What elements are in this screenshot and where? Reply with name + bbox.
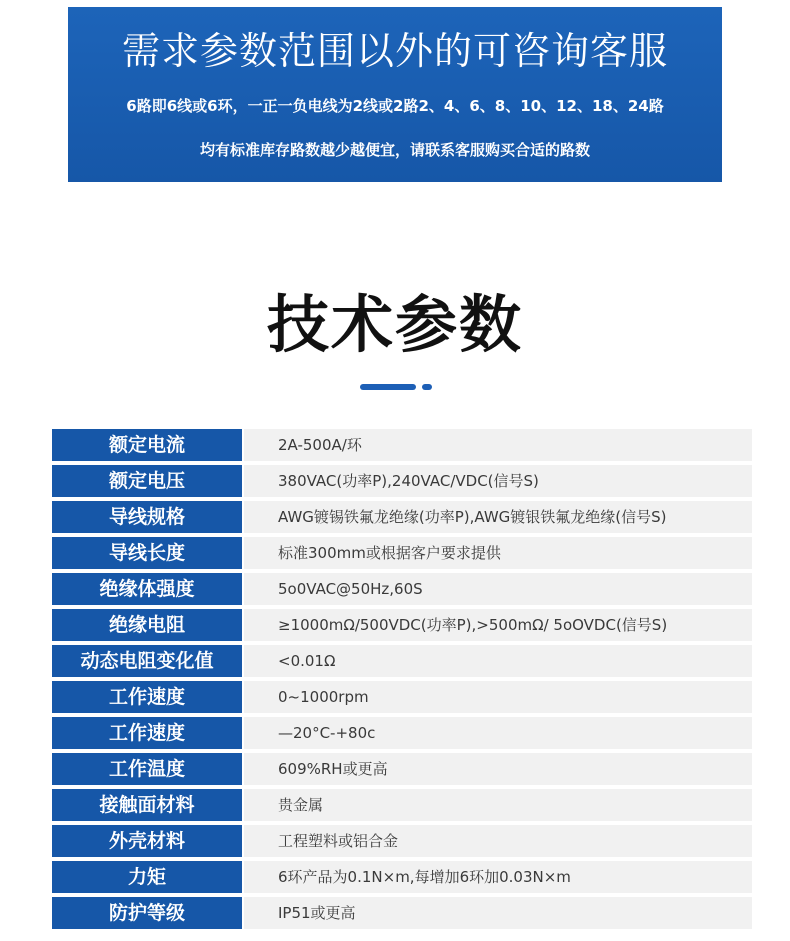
spec-label: 力矩 <box>52 861 242 893</box>
spec-value: 标准300mm或根据客户要求提供 <box>244 537 752 569</box>
spec-value: <0.01Ω <box>244 645 752 677</box>
banner-description-line1: 6路即6线或6环，一正一负电线为2线或2路2、4、6、8、10、12、18、24路 <box>126 97 664 115</box>
spec-label: 导线长度 <box>52 537 242 569</box>
spec-row-dielectric-strength <box>52 573 752 605</box>
spec-row-wire-length <box>52 537 752 569</box>
spec-value: IP51或更高 <box>244 897 752 929</box>
underline-bar-short <box>422 384 432 390</box>
spec-value: 贵金属 <box>244 789 752 821</box>
spec-value: 5o0VAC@50Hz,60S <box>244 573 752 605</box>
spec-value: ≥1000mΩ/500VDC(功率P),>500mΩ/ 5oOVDC(信号S) <box>244 609 752 641</box>
spec-value: 380VAC(功率P),240VAC/VDC(信号S) <box>244 465 752 497</box>
spec-row-dynamic-resistance <box>52 645 752 677</box>
spec-row-wire-spec <box>52 501 752 533</box>
spec-row-protection-rating <box>52 897 752 929</box>
spec-value: 2A-500A/环 <box>244 429 752 461</box>
spec-label: 绝缘体强度 <box>52 573 242 605</box>
banner-description-line2: 均有标准库存路数越少越便宜，请联系客服购买合适的路数 <box>199 141 590 159</box>
spec-row-working-temperature-range <box>52 717 752 749</box>
spec-row-insulation-resistance <box>52 609 752 641</box>
spec-value: 工程塑料或铝合金 <box>244 825 752 857</box>
spec-row-housing-material <box>52 825 752 857</box>
title-underline <box>360 384 432 390</box>
spec-row-torque <box>52 861 752 893</box>
spec-row-working-speed <box>52 681 752 713</box>
spec-table <box>52 429 752 933</box>
spec-label: 动态电阻变化值 <box>52 645 242 677</box>
spec-label: 接触面材料 <box>52 789 242 821</box>
spec-label: 额定电压 <box>52 465 242 497</box>
spec-row-contact-material <box>52 789 752 821</box>
spec-value: 609%RH或更高 <box>244 753 752 785</box>
section-title: 技术参数 <box>266 288 523 361</box>
spec-value: —20°C-+80c <box>244 717 752 749</box>
spec-row-rated-current <box>52 429 752 461</box>
banner-title: 需求参数范围以外的可咨询客服 <box>121 29 668 73</box>
spec-value: 0~1000rpm <box>244 681 752 713</box>
spec-value: AWG镀锡铁氟龙绝缘(功率P),AWG镀银铁氟龙绝缘(信号S) <box>244 501 752 533</box>
spec-label: 外壳材料 <box>52 825 242 857</box>
underline-bar-long <box>360 384 416 390</box>
spec-label: 导线规格 <box>52 501 242 533</box>
spec-row-working-humidity <box>52 753 752 785</box>
spec-label: 工作速度 <box>52 717 242 749</box>
spec-label: 绝缘电阻 <box>52 609 242 641</box>
spec-row-rated-voltage <box>52 465 752 497</box>
spec-label: 额定电流 <box>52 429 242 461</box>
spec-value: 6环产品为0.1N×m,每增加6环加0.03N×m <box>244 861 752 893</box>
contact-banner <box>68 7 722 182</box>
spec-label: 工作速度 <box>52 681 242 713</box>
spec-label: 工作温度 <box>52 753 242 785</box>
spec-label: 防护等级 <box>52 897 242 929</box>
